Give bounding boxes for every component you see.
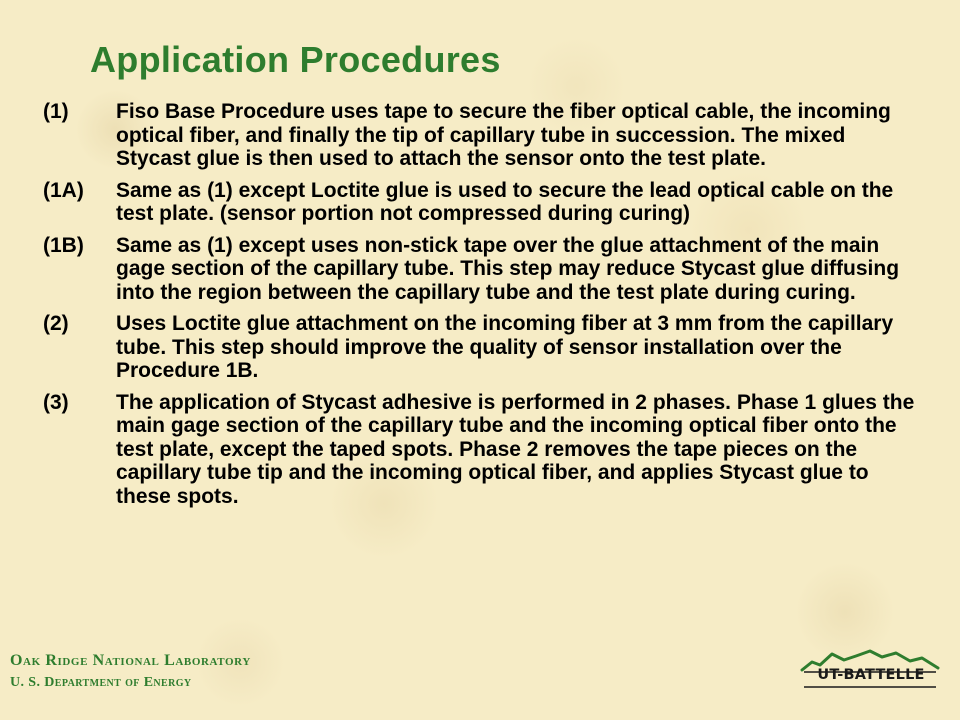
procedure-item: [43, 100, 923, 171]
org-name: Oak Ridge National Laboratory: [10, 652, 251, 669]
procedure-item: [43, 234, 923, 305]
organization-footer: [10, 650, 251, 694]
procedure-number: (3): [43, 390, 69, 414]
procedure-text: Uses Loctite glue attachment on the incoming fiber at 3 mm from the capillary tube. This step should improve the quality of sensor installation over the Procedure 1B.: [116, 312, 894, 382]
procedure-number: (1): [43, 100, 69, 123]
procedure-number: (2): [43, 312, 69, 335]
procedure-list: [43, 100, 923, 516]
procedure-item: [43, 312, 923, 383]
procedure-number: (1B): [43, 233, 84, 257]
logo-wordmark: UT-BATTELLE: [817, 667, 925, 683]
procedure-item: [43, 179, 923, 226]
org-department: U. S. Department of Energy: [10, 675, 192, 690]
procedure-item: [43, 391, 923, 509]
procedure-text: Fiso Base Procedure uses tape to secure the fiber optical cable, the incoming optical fiber, and finally the tip of capillary tube in succession. The mixed Stycast glue is then used to attach the sensor onto the test plate.: [116, 100, 891, 170]
procedure-text: Same as (1) except uses non-stick tape over the glue attachment of the main gage section of the capillary tube. This step may reduce Stycast glue diffusing into the region between the capillary tube and the test plate during curing.: [116, 233, 900, 304]
procedure-text: Same as (1) except Loctite glue is used to secure the lead optical cable on the test plate. (sensor portion not compressed during curing): [116, 178, 894, 225]
slide-title: Application Procedures: [90, 39, 501, 80]
procedure-number: (1A): [43, 178, 84, 202]
procedure-text: The application of Stycast adhesive is performed in 2 phases. Phase 1 glues the main gage section of the capillary tube and the incoming optical fiber onto the test plate, except the taped spots. Phase 2 removes the tape pieces on the capillary tube tip and the incoming optical fiber, and applies Stycast glue to these spots.: [116, 390, 915, 508]
